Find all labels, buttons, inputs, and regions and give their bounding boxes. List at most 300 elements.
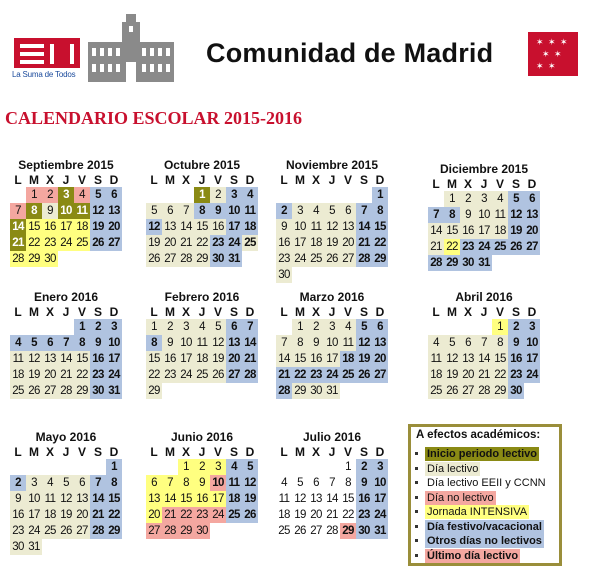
weekday-label: L [280, 445, 288, 459]
day-cell: 10 [106, 335, 122, 351]
weekday-label: L [150, 173, 158, 187]
weekday-label: M [165, 173, 175, 187]
weekday-label: M [295, 445, 305, 459]
day-cell: 3 [26, 475, 42, 491]
day-cell: 16 [42, 219, 58, 235]
day-cell: 1 [492, 319, 508, 335]
day-cell: 9 [10, 491, 26, 507]
day-cell: 22 [340, 507, 356, 523]
day-cell: 20 [524, 223, 540, 239]
day-cell: 11 [492, 207, 508, 223]
day-cell: 3 [226, 187, 242, 203]
weekday-label: X [463, 177, 472, 191]
day-cell: 9 [356, 475, 372, 491]
day-cell: 2 [194, 459, 210, 475]
day-cell: 9 [460, 207, 476, 223]
day-cell: 6 [460, 335, 476, 351]
day-cell: 28 [324, 523, 340, 539]
day-cell: 15 [26, 219, 42, 235]
day-cell: 7 [276, 335, 292, 351]
weekday-label: M [295, 173, 305, 187]
day-cell: 22 [178, 507, 194, 523]
weekday-label: X [45, 305, 54, 319]
day-cell: 15 [492, 351, 508, 367]
day-cell: 17 [106, 351, 122, 367]
day-cell: 30 [210, 251, 226, 267]
day-cell: 18 [308, 235, 324, 251]
day-cell: 19 [356, 351, 372, 367]
day-cell: 23 [162, 367, 178, 383]
day-cell: 11 [428, 351, 444, 367]
day-cell: 23 [276, 251, 292, 267]
weekday-label: L [14, 173, 22, 187]
day-cell: 20 [146, 507, 162, 523]
day-cell: 27 [460, 383, 476, 399]
day-cell: 14 [58, 351, 74, 367]
day-cell: 6 [340, 203, 356, 219]
day-cell: 12 [210, 335, 226, 351]
weekday-label: S [511, 177, 520, 191]
day-cell: 29 [444, 255, 460, 271]
day-cell: 7 [324, 475, 340, 491]
day-cell: 6 [146, 475, 162, 491]
day-cell: 3 [476, 191, 492, 207]
weekday-label: X [311, 445, 320, 459]
weekday-label: S [93, 305, 102, 319]
weekday-label: L [280, 173, 288, 187]
day-cell: 27 [226, 367, 242, 383]
weekday-label: V [213, 445, 222, 459]
day-cell: 7 [58, 335, 74, 351]
weekday-label: X [463, 305, 472, 319]
weekday-label: J [62, 305, 70, 319]
weekday-label: V [213, 173, 222, 187]
day-cell: 23 [90, 367, 106, 383]
legend-item: Inicio periodo lectivo [427, 448, 538, 460]
weekday-label: J [62, 173, 70, 187]
day-cell: 25 [226, 507, 242, 523]
day-cell: 18 [226, 491, 242, 507]
day-cell: 28 [476, 383, 492, 399]
day-cell: 20 [74, 507, 90, 523]
day-cell: 16 [162, 351, 178, 367]
day-cell: 12 [324, 219, 340, 235]
day-cell: 5 [146, 203, 162, 219]
weekday-header [10, 305, 140, 319]
weekday-header [146, 305, 276, 319]
day-cell: 8 [492, 335, 508, 351]
day-cell: 7 [178, 203, 194, 219]
weekday-label: S [359, 173, 368, 187]
day-cell: 20 [372, 351, 388, 367]
day-cell: 24 [210, 507, 226, 523]
day-cell: 19 [508, 223, 524, 239]
month-title: Marzo 2016 [299, 290, 365, 304]
weekday-label: V [77, 173, 86, 187]
legend-bullet [415, 467, 418, 470]
day-cell: 30 [460, 255, 476, 271]
weekday-label: J [480, 305, 488, 319]
day-cell: 30 [508, 383, 524, 399]
legend-item: Día no lectivo [427, 491, 494, 504]
day-cell: 4 [10, 335, 26, 351]
day-cell: 5 [292, 475, 308, 491]
day-cell: 22 [146, 367, 162, 383]
day-cell: 6 [106, 187, 122, 203]
day-cell: 18 [492, 223, 508, 239]
day-cell: 6 [308, 475, 324, 491]
day-cell: 29 [340, 523, 356, 539]
day-cell: 4 [340, 319, 356, 335]
day-cell: 12 [444, 351, 460, 367]
day-cell: 13 [42, 351, 58, 367]
day-cell: 30 [308, 383, 324, 399]
day-cell: 20 [106, 219, 122, 235]
day-cell: 13 [162, 219, 178, 235]
day-cell: 4 [226, 459, 242, 475]
day-cell: 11 [194, 335, 210, 351]
day-cell: 10 [178, 335, 194, 351]
day-cell: 30 [42, 251, 58, 267]
day-cell: 29 [194, 251, 210, 267]
day-cell: 27 [106, 235, 122, 251]
day-cell: 17 [324, 351, 340, 367]
day-cell: 24 [324, 367, 340, 383]
day-cell: 17 [26, 507, 42, 523]
day-cell: 11 [242, 203, 258, 219]
day-cell: 31 [476, 255, 492, 271]
day-cell: 7 [428, 207, 444, 223]
day-cell: 19 [324, 235, 340, 251]
day-cell: 13 [340, 219, 356, 235]
day-cell: 9 [162, 335, 178, 351]
day-cell: 4 [242, 187, 258, 203]
month-title: Noviembre 2015 [285, 158, 379, 172]
day-cell: 22 [194, 235, 210, 251]
weekday-header [428, 305, 558, 319]
weekday-header [276, 173, 406, 187]
day-cell: 18 [194, 351, 210, 367]
day-cell: 28 [178, 251, 194, 267]
day-cell: 5 [356, 319, 372, 335]
day-cell: 3 [372, 459, 388, 475]
day-cell: 19 [26, 367, 42, 383]
legend-item: Último día lectivo [427, 549, 519, 562]
day-cell: 28 [242, 367, 258, 383]
day-cell: 21 [242, 351, 258, 367]
day-cell: 30 [356, 523, 372, 539]
day-cell: 26 [210, 367, 226, 383]
weekday-label: J [198, 305, 206, 319]
day-cell: 10 [324, 335, 340, 351]
day-cell: 19 [292, 507, 308, 523]
weekday-label: L [150, 445, 158, 459]
day-cell: 6 [42, 335, 58, 351]
day-cell: 15 [74, 351, 90, 367]
day-cell: 13 [308, 491, 324, 507]
day-cell: 16 [10, 507, 26, 523]
day-cell: 27 [524, 239, 540, 255]
day-cell: 17 [524, 351, 540, 367]
day-cell: 12 [356, 335, 372, 351]
day-cell: 31 [372, 523, 388, 539]
day-cell: 9 [508, 335, 524, 351]
day-cell: 19 [210, 351, 226, 367]
day-cell: 24 [226, 235, 242, 251]
day-cell: 5 [90, 187, 106, 203]
day-cell: 22 [444, 239, 460, 255]
day-cell: 19 [146, 235, 162, 251]
day-cell: 24 [26, 523, 42, 539]
day-cell: 7 [476, 335, 492, 351]
weekday-label: M [29, 305, 39, 319]
weekday-label: D [527, 177, 537, 191]
day-cell: 2 [10, 475, 26, 491]
day-cell: 24 [106, 367, 122, 383]
day-cell: 13 [146, 491, 162, 507]
day-cell: 25 [42, 523, 58, 539]
weekday-label: J [328, 173, 336, 187]
weekday-label: J [198, 173, 206, 187]
day-cell: 15 [106, 491, 122, 507]
month-block [146, 290, 276, 397]
day-cell: 10 [476, 207, 492, 223]
month-block [276, 430, 406, 537]
weekday-header [276, 305, 406, 319]
day-cell: 19 [444, 367, 460, 383]
day-cell: 28 [276, 383, 292, 399]
day-cell: 1 [444, 191, 460, 207]
day-cell: 8 [340, 475, 356, 491]
day-cell: 16 [210, 219, 226, 235]
day-cell: 1 [292, 319, 308, 335]
day-cell: 23 [42, 235, 58, 251]
day-cell: 23 [194, 507, 210, 523]
weekday-label: V [343, 173, 352, 187]
legend-bullet [415, 452, 418, 455]
day-cell: 12 [58, 491, 74, 507]
weekday-label: V [343, 445, 352, 459]
day-cell: 7 [90, 475, 106, 491]
legend-item: Día lectivo EEII y CCNN [427, 477, 546, 489]
legend-item: Jornada INTENSIVA [427, 506, 528, 518]
weekday-label: M [29, 445, 39, 459]
month-block [146, 158, 276, 265]
day-cell: 26 [90, 235, 106, 251]
day-cell: 17 [58, 219, 74, 235]
day-cell: 26 [508, 239, 524, 255]
weekday-label: X [45, 445, 54, 459]
day-cell: 21 [428, 239, 444, 255]
day-cell: 23 [210, 235, 226, 251]
month-title: Junio 2016 [170, 430, 234, 444]
day-cell: 11 [10, 351, 26, 367]
day-cell: 26 [324, 251, 340, 267]
day-cell: 13 [226, 335, 242, 351]
day-cell: 16 [276, 235, 292, 251]
weekday-label: S [229, 445, 238, 459]
weekday-label: S [93, 445, 102, 459]
month-block [428, 290, 558, 397]
day-cell: 17 [210, 491, 226, 507]
day-cell: 3 [106, 319, 122, 335]
day-cell: 19 [90, 219, 106, 235]
day-cell: 15 [340, 491, 356, 507]
day-cell: 11 [276, 491, 292, 507]
day-cell: 20 [460, 367, 476, 383]
day-cell: 8 [372, 203, 388, 219]
day-cell: 20 [308, 507, 324, 523]
day-cell: 5 [26, 335, 42, 351]
day-cell: 25 [428, 383, 444, 399]
day-cell: 25 [10, 383, 26, 399]
day-cell: 11 [74, 203, 90, 219]
day-cell: 18 [10, 367, 26, 383]
day-cell: 1 [106, 459, 122, 475]
day-cell: 29 [146, 383, 162, 399]
month-block [428, 162, 558, 269]
day-cell: 25 [276, 523, 292, 539]
day-cell: 12 [146, 219, 162, 235]
page-title: CALENDARIO ESCOLAR 2015-2016 [5, 108, 303, 128]
em-logo-mark [14, 38, 80, 68]
day-cell: 10 [226, 203, 242, 219]
day-cell: 25 [194, 367, 210, 383]
weekday-label: J [198, 445, 206, 459]
day-cell: 20 [226, 351, 242, 367]
day-cell: 21 [276, 367, 292, 383]
day-cell: 23 [508, 367, 524, 383]
day-cell: 18 [340, 351, 356, 367]
day-cell: 2 [42, 187, 58, 203]
weekday-header [10, 173, 140, 187]
weekday-label: S [93, 173, 102, 187]
weekday-header [146, 173, 276, 187]
day-cell: 21 [356, 235, 372, 251]
month-block [10, 290, 140, 397]
day-cell: 26 [292, 523, 308, 539]
day-cell: 14 [90, 491, 106, 507]
day-cell: 22 [26, 235, 42, 251]
day-cell: 21 [324, 507, 340, 523]
day-cell: 16 [508, 351, 524, 367]
day-cell: 2 [210, 187, 226, 203]
day-cell: 3 [292, 203, 308, 219]
legend-item: Otros días no lectivos [427, 535, 542, 547]
day-cell: 15 [444, 223, 460, 239]
weekday-header [10, 445, 140, 459]
weekday-label: X [45, 173, 54, 187]
legend-item: Día lectivo [427, 462, 479, 475]
day-cell: 14 [162, 491, 178, 507]
day-cell: 23 [460, 239, 476, 255]
day-cell: 21 [476, 367, 492, 383]
day-cell: 31 [26, 539, 42, 555]
weekday-label: L [14, 445, 22, 459]
weekday-label: V [495, 177, 504, 191]
day-cell: 9 [210, 203, 226, 219]
weekday-label: J [328, 445, 336, 459]
day-cell: 27 [42, 383, 58, 399]
day-cell: 24 [292, 251, 308, 267]
weekday-label: L [280, 305, 288, 319]
day-cell: 8 [146, 335, 162, 351]
day-cell: 21 [10, 235, 26, 251]
day-cell: 14 [428, 223, 444, 239]
day-cell: 8 [106, 475, 122, 491]
day-cell: 15 [146, 351, 162, 367]
weekday-label: V [77, 445, 86, 459]
day-cell: 7 [242, 319, 258, 335]
day-cell: 31 [226, 251, 242, 267]
day-cell: 14 [276, 351, 292, 367]
day-cell: 18 [428, 367, 444, 383]
day-cell: 16 [194, 491, 210, 507]
legend-bullet [415, 510, 418, 513]
day-cell: 1 [372, 187, 388, 203]
weekday-label: S [229, 305, 238, 319]
day-cell: 17 [292, 235, 308, 251]
weekday-label: L [14, 305, 22, 319]
day-cell: 2 [276, 203, 292, 219]
day-cell: 11 [308, 219, 324, 235]
day-cell: 1 [178, 459, 194, 475]
day-cell: 23 [308, 367, 324, 383]
day-cell: 7 [162, 475, 178, 491]
day-cell: 15 [194, 219, 210, 235]
day-cell: 4 [276, 475, 292, 491]
em-logo-subtitle: La Suma de Todos [12, 70, 76, 79]
day-cell: 19 [242, 491, 258, 507]
day-cell: 12 [292, 491, 308, 507]
day-cell: 24 [178, 367, 194, 383]
day-cell: 12 [508, 207, 524, 223]
weekday-header [276, 445, 406, 459]
day-cell: 10 [372, 475, 388, 491]
day-cell: 17 [476, 223, 492, 239]
day-cell: 1 [194, 187, 210, 203]
month-title: Febrero 2016 [164, 290, 240, 304]
weekday-label: L [432, 177, 440, 191]
day-cell: 4 [492, 191, 508, 207]
legend-bullet [415, 554, 418, 557]
day-cell: 24 [58, 235, 74, 251]
day-cell: 6 [162, 203, 178, 219]
day-cell: 21 [162, 507, 178, 523]
month-title: Octubre 2015 [163, 158, 241, 172]
day-cell: 9 [276, 219, 292, 235]
day-cell: 4 [428, 335, 444, 351]
day-cell: 10 [26, 491, 42, 507]
day-cell: 27 [308, 523, 324, 539]
day-cell: 18 [74, 219, 90, 235]
day-cell: 17 [226, 219, 242, 235]
weekday-label: M [29, 173, 39, 187]
day-cell: 1 [26, 187, 42, 203]
day-cell: 25 [308, 251, 324, 267]
day-cell: 14 [10, 219, 26, 235]
day-cell: 23 [10, 523, 26, 539]
legend-item: Día festivo/vacacional [427, 520, 542, 533]
day-cell: 17 [178, 351, 194, 367]
day-cell: 19 [58, 507, 74, 523]
day-cell: 5 [210, 319, 226, 335]
day-cell: 14 [476, 351, 492, 367]
day-cell: 28 [356, 251, 372, 267]
day-cell: 26 [26, 383, 42, 399]
day-cell: 18 [242, 219, 258, 235]
day-cell: 20 [340, 235, 356, 251]
